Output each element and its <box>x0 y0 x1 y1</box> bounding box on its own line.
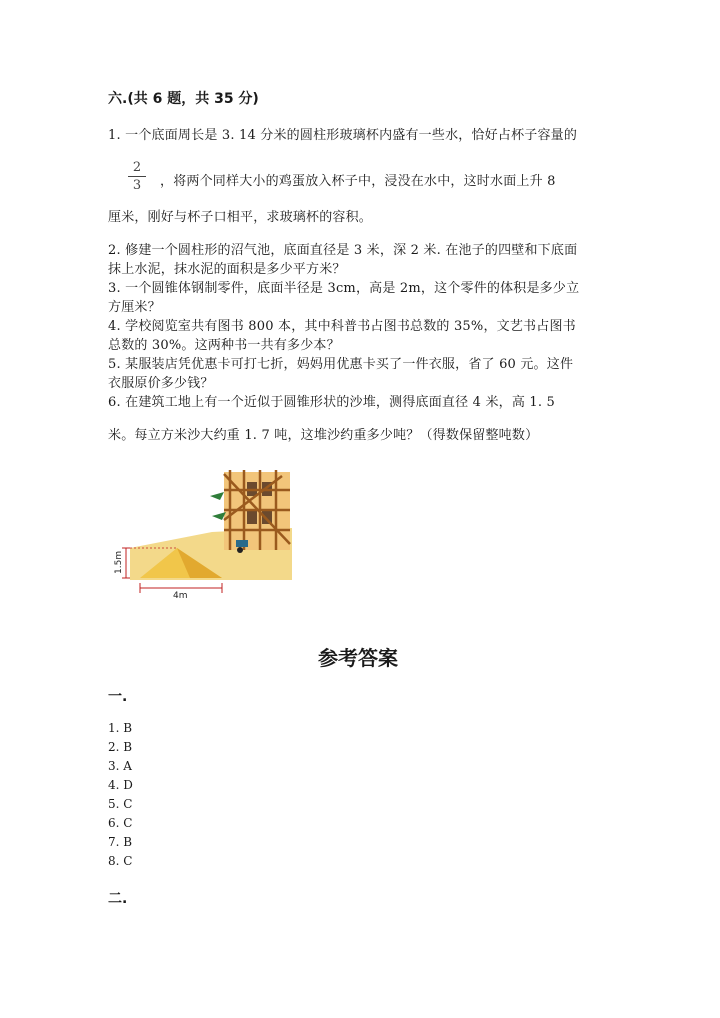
question-1-line-2: ，将两个同样大小的鸡蛋放入杯子中，浸没在水中，这时水面上升 8 <box>160 174 556 189</box>
question-6-line-1: 6. 在建筑工地上有一个近似于圆锥形状的沙堆，测得底面直径 4 米，高 1. 5 <box>108 395 556 410</box>
answers-part-2-heading: 二. <box>108 891 128 907</box>
question-3-line-2: 方厘米？ <box>108 300 161 315</box>
question-2-line-1: 2. 修建一个圆柱形的沼气池，底面直径是 3 米，深 2 米. 在池子的四壁和下底面 <box>108 243 578 258</box>
question-5-line-1: 5. 某服装店凭优惠卡可打七折，妈妈用优惠卡买了一件衣服，省了 60 元。这件 <box>108 357 574 372</box>
answer-item: 1. B <box>108 721 133 735</box>
fraction-numerator: 2 <box>132 160 142 175</box>
height-label: 1.5m <box>114 550 124 574</box>
width-label: 4m <box>173 591 188 600</box>
question-3-line-1: 3. 一个圆锥体钢制零件，底面半径是 3cm，高是 2m，这个零件的体积是多少立 <box>108 281 580 296</box>
answer-item: 3. A <box>108 759 132 773</box>
answer-item: 4. D <box>108 778 133 792</box>
question-4-line-1: 4. 学校阅览室共有图书 800 本，其中科普书占图书总数的 35%，文艺书占图书 <box>108 319 576 334</box>
question-6-line-2: 米。每立方米沙大约重 1. 7 吨，这堆沙约重多少吨？（得数保留整吨数） <box>108 428 539 443</box>
answer-item: 5. C <box>108 797 133 811</box>
sand-pile-illustration <box>112 470 292 600</box>
question-1-line-3: 厘米，刚好与杯子口相平，求玻璃杯的容积。 <box>108 210 373 225</box>
section-heading: 六.(共 6 题，共 35 分) <box>108 91 259 107</box>
question-2-line-2: 抹上水泥，抹水泥的面积是多少平方米？ <box>108 262 346 277</box>
fraction-two-thirds <box>128 160 146 193</box>
question-1-line-1: 1. 一个底面周长是 3. 14 分米的圆柱形玻璃杯内盛有一些水，恰好占杯子容量的 <box>108 128 578 143</box>
answer-item: 2. B <box>108 740 133 754</box>
answers-title: 参考答案 <box>318 646 398 670</box>
answer-item: 8. C <box>108 854 133 868</box>
fraction-denominator: 3 <box>132 178 142 193</box>
answers-part-1-heading: 一. <box>108 689 128 705</box>
question-4-line-2: 总数的 30%。这两种书一共有多少本？ <box>108 338 340 353</box>
answer-item: 7. B <box>108 835 133 849</box>
question-5-line-2: 衣服原价多少钱？ <box>108 376 214 391</box>
answer-item: 6. C <box>108 816 133 830</box>
